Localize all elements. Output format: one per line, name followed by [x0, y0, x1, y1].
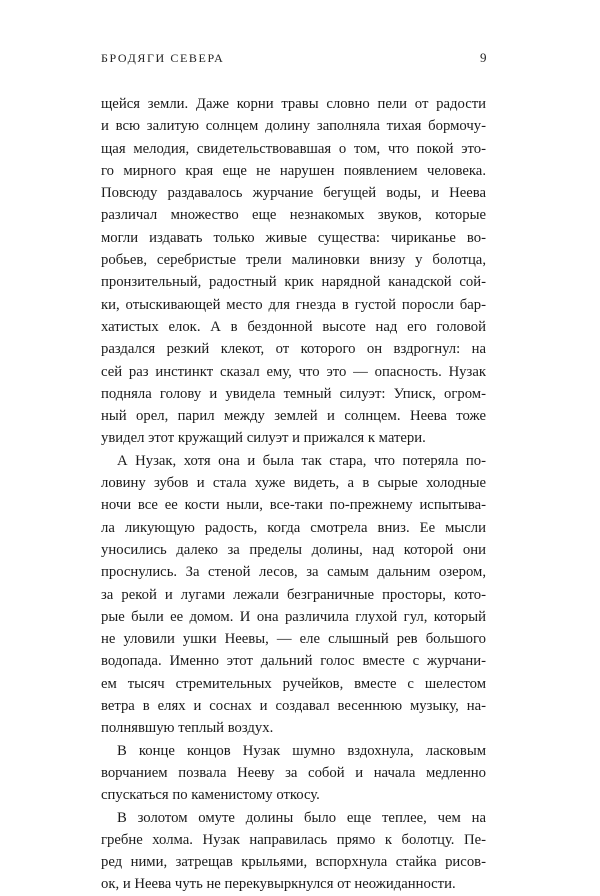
- text-line: ловину зубов и стала хуже видеть, а в сырые холодные: [101, 475, 486, 492]
- text-line: ветра в елях и соснах и создавал весеннюю музыку, на-: [101, 698, 486, 715]
- running-head-title: БРОДЯГИ СЕВЕРА: [101, 51, 225, 65]
- text-line: спускаться по каменистому откосу.: [101, 787, 320, 804]
- text-line: подняла голову и увидела темный силуэт: Уписк, огром-: [101, 385, 486, 402]
- text-line: водопада. Именно этот дальний голос вместе с журчани-: [101, 653, 486, 670]
- text-line: пронзительный, радостный крик нарядной канадской сой-: [101, 274, 486, 291]
- text-line: могли издавать только живые существа: чириканье во-: [101, 229, 486, 246]
- body-text: [101, 93, 486, 896]
- text-line: робьев, серебристые трели малиновки внизу у болотца,: [101, 252, 486, 269]
- text-line: Повсюду раздавалось журчание бегущей воды, и Неева: [101, 185, 486, 202]
- text-line: хатистых елок. А в бездонной высоте над его головой: [101, 318, 486, 335]
- text-line: полнявшую теплый воздух.: [101, 720, 274, 737]
- text-line: щейся земли. Даже корни травы словно пели от радости: [101, 96, 486, 112]
- text-line: рые были ее домом. И она различила глухой гул, который: [101, 608, 486, 625]
- text-line: сей раз инстинкт сказал ему, что это — опасность. Нузак: [101, 363, 486, 380]
- text-line: го мирного края еще не нарушен появлением человека.: [101, 162, 486, 179]
- text-line: различал множество еще незнакомых звуков, которые: [101, 207, 486, 224]
- paragraph-first-line: В золотом омуте долины было еще теплее, чем на: [117, 809, 486, 826]
- text-line: ный орел, парил между землей и солнцем. Неева тоже: [101, 408, 486, 425]
- text-line: ок, и Неева чуть не перекувыркнулся от неожиданности.: [101, 876, 456, 893]
- text-line: ночи все ее кости ныли, все-таки по-прежнему испытыва-: [101, 497, 486, 514]
- text-line: не уловили ушки Неевы, — еле слышный рев большого: [101, 631, 486, 648]
- paragraph-first-line: А Нузак, хотя она и была так стара, что потеряла по-: [117, 452, 486, 469]
- paragraph-first-line: В конце концов Нузак шумно вздохнула, ласковым: [117, 742, 486, 759]
- text-line: ла ликующую радость, когда смотрела вниз. Ее мысли: [101, 519, 486, 536]
- text-line: щая мелодия, свидетельствовавшая о том, что покой это-: [101, 140, 486, 157]
- text-line: за рекой и лугами лежали безграничные просторы, кото-: [101, 586, 486, 603]
- text-line: уносились далеко за пределы долины, над которой они: [101, 541, 486, 558]
- text-line: и всю залитую солнцем долину заполняла тихая бормочу-: [101, 118, 486, 135]
- text-line: ворчанием позвала Нееву за собой и начала медленно: [101, 764, 486, 781]
- text-line: ред ними, затрещав крыльями, вспорхнула стайка рисов-: [101, 854, 486, 871]
- text-line: ем тысяч стремительных ручейков, вместе с шелестом: [101, 675, 486, 692]
- text-line: увидел этот кружащий силуэт и прижался к матери.: [101, 430, 426, 447]
- text-line: ки, отыскивающей место для гнезда в густой поросли бар-: [101, 296, 486, 313]
- text-line: гребне холма. Нузак направилась прямо к болотцу. Пе-: [101, 831, 486, 848]
- text-line: раздался резкий клекот, от которого он вздрогнул: на: [101, 341, 486, 358]
- text-line: проснулись. За стеной лесов, за самым дальним озером,: [101, 564, 486, 581]
- page-number: 9: [480, 50, 487, 65]
